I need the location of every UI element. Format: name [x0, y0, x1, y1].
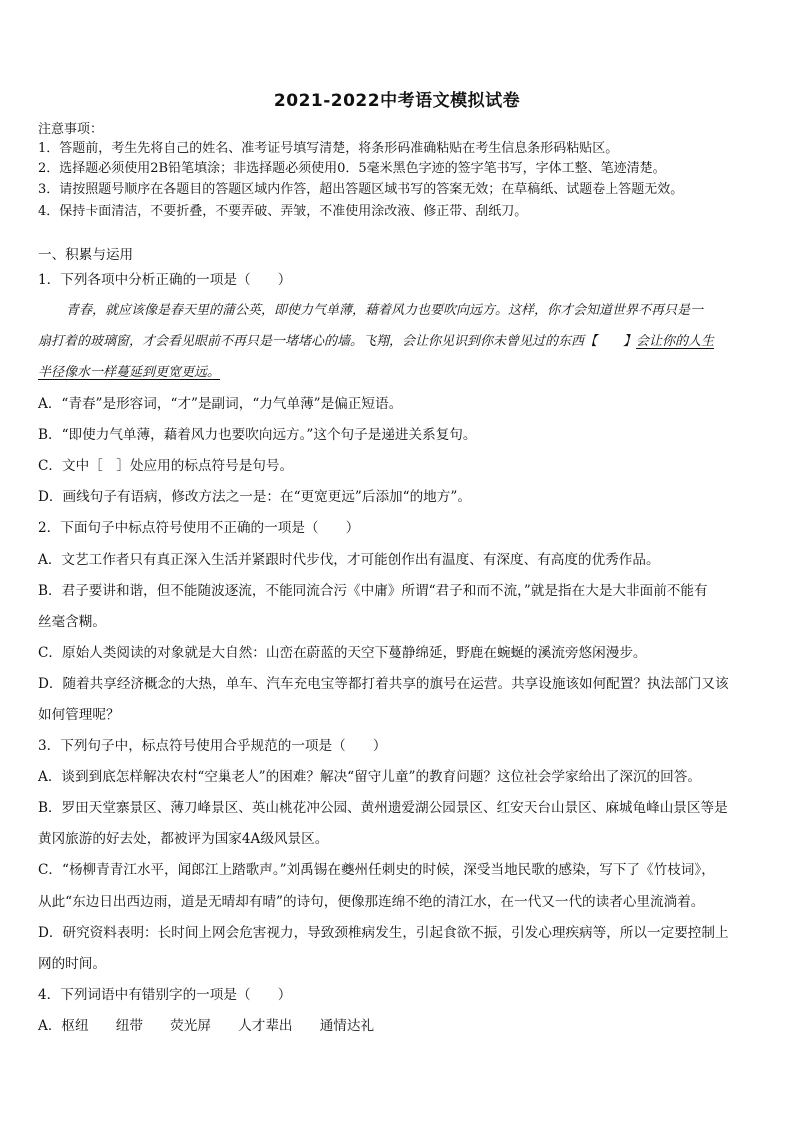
answer-option: C．“杨柳青青江水平，闻郎江上踏歌声。”刘禹锡在夔州任刺史的时候，深受当地民歌的感染，写下了《竹枝词》，: [38, 862, 715, 878]
exam-title: 2021-2022中考语文模拟试卷: [273, 91, 521, 111]
answer-option-continued: 如何管理呢？: [38, 707, 120, 723]
answer-option: A．枢纽 纽带 荧光屏 人才辈出 通情达礼: [38, 1018, 375, 1034]
passage-line: [38, 333, 758, 351]
passage-text: 扇打着的玻璃窗，才会看见眼前不再只是一堵堵心的墙。飞翔，会让你见识到你未曾见过的东西【 】: [38, 334, 637, 349]
notice-heading: 注意事项：: [38, 122, 104, 137]
answer-option: A．谈到到底怎样解决农村“空巢老人”的困难？解决“留守儿童”的教育问题？这位社会学家给出了深沉的回答。: [38, 769, 701, 785]
answer-option: D．随着共享经济概念的大热，单车、汽车充电宝等都打着共享的旗号在运营。共享设施该如何配置？执法部门又该: [38, 676, 729, 692]
answer-option-continued: 从此“东边日出西边雨，道是无晴却有晴”的诗句，便像那连绵不绝的清江水，在一代又一代的读者心里流淌着。: [38, 894, 705, 910]
answer-option: B．“即使力气单薄，藉着风力也要吹向远方。”这个句子是递进关系复句。: [38, 427, 477, 443]
answer-option: C．原始人类阅读的对象就是大自然：山峦在蔚蓝的天空下蔓静绵延，野鹿在蜿蜒的溪流旁悠闲漫步。: [38, 645, 647, 661]
notice-item: 3．请按照题号顺序在各题目的答题区域内作答，超出答题区域书写的答案无效；在草稿纸、试题卷上答题无效。: [38, 182, 684, 197]
question-stem: 4．下列词语中有错别字的一项是（ ）: [38, 987, 292, 1003]
answer-option: D．研究资料表明：长时间上网会危害视力，导致颈椎病发生，引起食欲不振，引发心理疾病等，所以一定要控制上: [38, 925, 729, 941]
passage-line: 青春，就应该像是春天里的蒲公英，即使力气单薄，藉着风力也要吹向远方。这样，你才会知道世界不再只是一: [66, 303, 704, 318]
answer-option: B．君子要讲和谐，但不能随波逐流，不能同流合污《中庸》所谓“君子和而不流，”就是指在大是大非面前不能有: [38, 583, 708, 599]
answer-option: B．罗田天堂寨景区、薄刀峰景区、英山桃花冲公园、黄州遗爱湖公园景区、红安天台山景区、麻城龟峰山景区等是: [38, 800, 728, 816]
notice-item: 4．保持卡面清洁，不要折叠，不要弄破、弄皱，不准使用涂改液、修正带、刮纸刀。: [38, 204, 528, 219]
notice-item: 1．答题前，考生先将自己的姓名、准考证号填写清楚，将条形码准确粘贴在考生信息条形码粘贴区。: [38, 141, 619, 156]
answer-option-continued: 网的时间。: [38, 956, 106, 972]
question-stem: 2．下面句子中标点符号使用不正确的一项是（ ）: [38, 520, 360, 536]
answer-option: C．文中［ ］处应用的标点符号是句号。: [38, 458, 294, 474]
answer-option: A．文艺工作者只有真正深入生活并紧跟时代步伐，才可能创作出有温度、有深度、有高度的优秀作品。: [38, 552, 660, 568]
passage-line: [38, 364, 758, 382]
answer-option: D．画线句子有语病，修改方法之一是：在“更宽更远”后添加“的地方”。: [38, 489, 471, 505]
underlined-sentence: 半径像水一样蔓延到更宽更远。: [38, 365, 221, 380]
answer-option: A．“青春”是形容词，“才”是副词，“力气单薄”是偏正短语。: [38, 396, 403, 412]
answer-option-continued: 丝毫含糊。: [38, 614, 106, 630]
section-heading: 一、积累与运用: [38, 247, 134, 263]
notice-item: 2．选择题必须使用2B铅笔填涂；非选择题必须使用0．5毫米黑色字迹的签字笔书写，字体工整、笔迹清楚。: [38, 161, 666, 176]
answer-option-continued: 黄冈旅游的好去处，都被评为国家4A级风景区。: [38, 831, 329, 847]
underlined-sentence: 会让你的人生: [636, 334, 715, 349]
question-stem: 1．下列各项中分析正确的一项是（ ）: [38, 272, 292, 288]
question-stem: 3．下列句子中，标点符号使用合乎规范的一项是（ ）: [38, 738, 387, 754]
